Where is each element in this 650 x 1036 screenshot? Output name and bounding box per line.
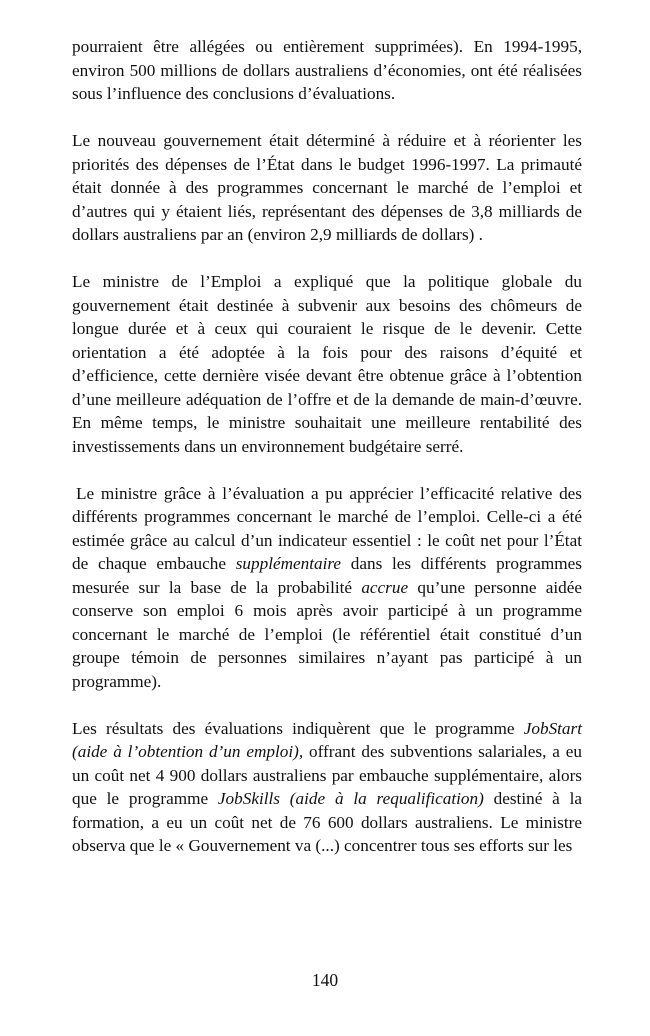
paragraph-4-text-b: dans les différents programmes mesurée sur la base de la probabilité — [72, 554, 582, 597]
program-name-jobskills: JobSkills (aide à la requalification) — [217, 789, 484, 808]
paragraph-5-text-c: destiné à la formation, a eu un coût net de 76 600 dollars australiens. Le ministre observa que le « Gouvernement va (...) concentrer tous ses efforts sur les — [72, 789, 583, 855]
page-number: 140 — [311, 970, 339, 990]
emphasis-accrue: accrue — [361, 577, 409, 597]
program-name-jobstart: JobStart (aide à l’obtention d’un emploi), — [72, 718, 582, 761]
paragraph-4-text-a: Le ministre grâce à l’évaluation a pu apprécier l’efficacité relative des différents programmes concernant le marché de l’emploi. Celle-ci a été estimée grâce au calcul d’un indicateur essentiel : le coût net pour l’État de chaque embauche — [72, 483, 582, 573]
paragraph-5-text-a: Les résultats des évaluations indiquèrent que le programme — [72, 718, 524, 738]
paragraph-2: Le nouveau gouvernement était déterminé à réduire et à réorienter les priorités des dépenses de l’État dans le budget 1996-1997. La primauté était donnée à des programmes concernant le marché de l’emploi et d’autres qui y étaient liés, représentant des dépenses de 3,8 milliards de dollars australiens par an (environ 2,9 milliards de dollars) . — [72, 131, 582, 244]
page-body — [72, 35, 582, 881]
paragraph-5-text-b: offrant des subventions salariales, a eu un coût net 4 900 dollars australiens par embauche supplémentaire, alors que le programme — [72, 742, 582, 808]
paragraph-4-text-c: qu’une personne aidée conserve son emploi 6 mois après avoir participé à un programme concernant le marché de l’emploi (le référentiel était constitué d’un groupe témoin de personnes similaires n’ayant pas participé à un programme). — [72, 577, 582, 691]
paragraph-5 — [72, 717, 582, 858]
paragraph-4 — [72, 482, 582, 694]
paragraph-3: Le ministre de l’Emploi a expliqué que la politique globale du gouvernement était destinée à subvenir aux besoins des chômeurs de longue durée et à ceux qui couraient le risque de le devenir. Cette orientation a été adoptée à la fois pour des raisons d’équité et d’efficience, cette dernière visée devant être obtenue grâce à l’obtention d’une meilleure adéquation de l’offre et de la demande de main-d’œuvre. En même temps, le ministre souhaitait une meilleure rentabilité des investissements dans un environnement budgétaire serré. — [72, 272, 582, 456]
emphasis-supplementaire: supplémentaire — [235, 554, 342, 573]
paragraph-1: pourraient être allégées ou entièrement supprimées). En 1994-1995, environ 500 millions de dollars australiens d’économies, ont été réalisées sous l’influence des conclusions d’évaluations. — [72, 37, 582, 103]
